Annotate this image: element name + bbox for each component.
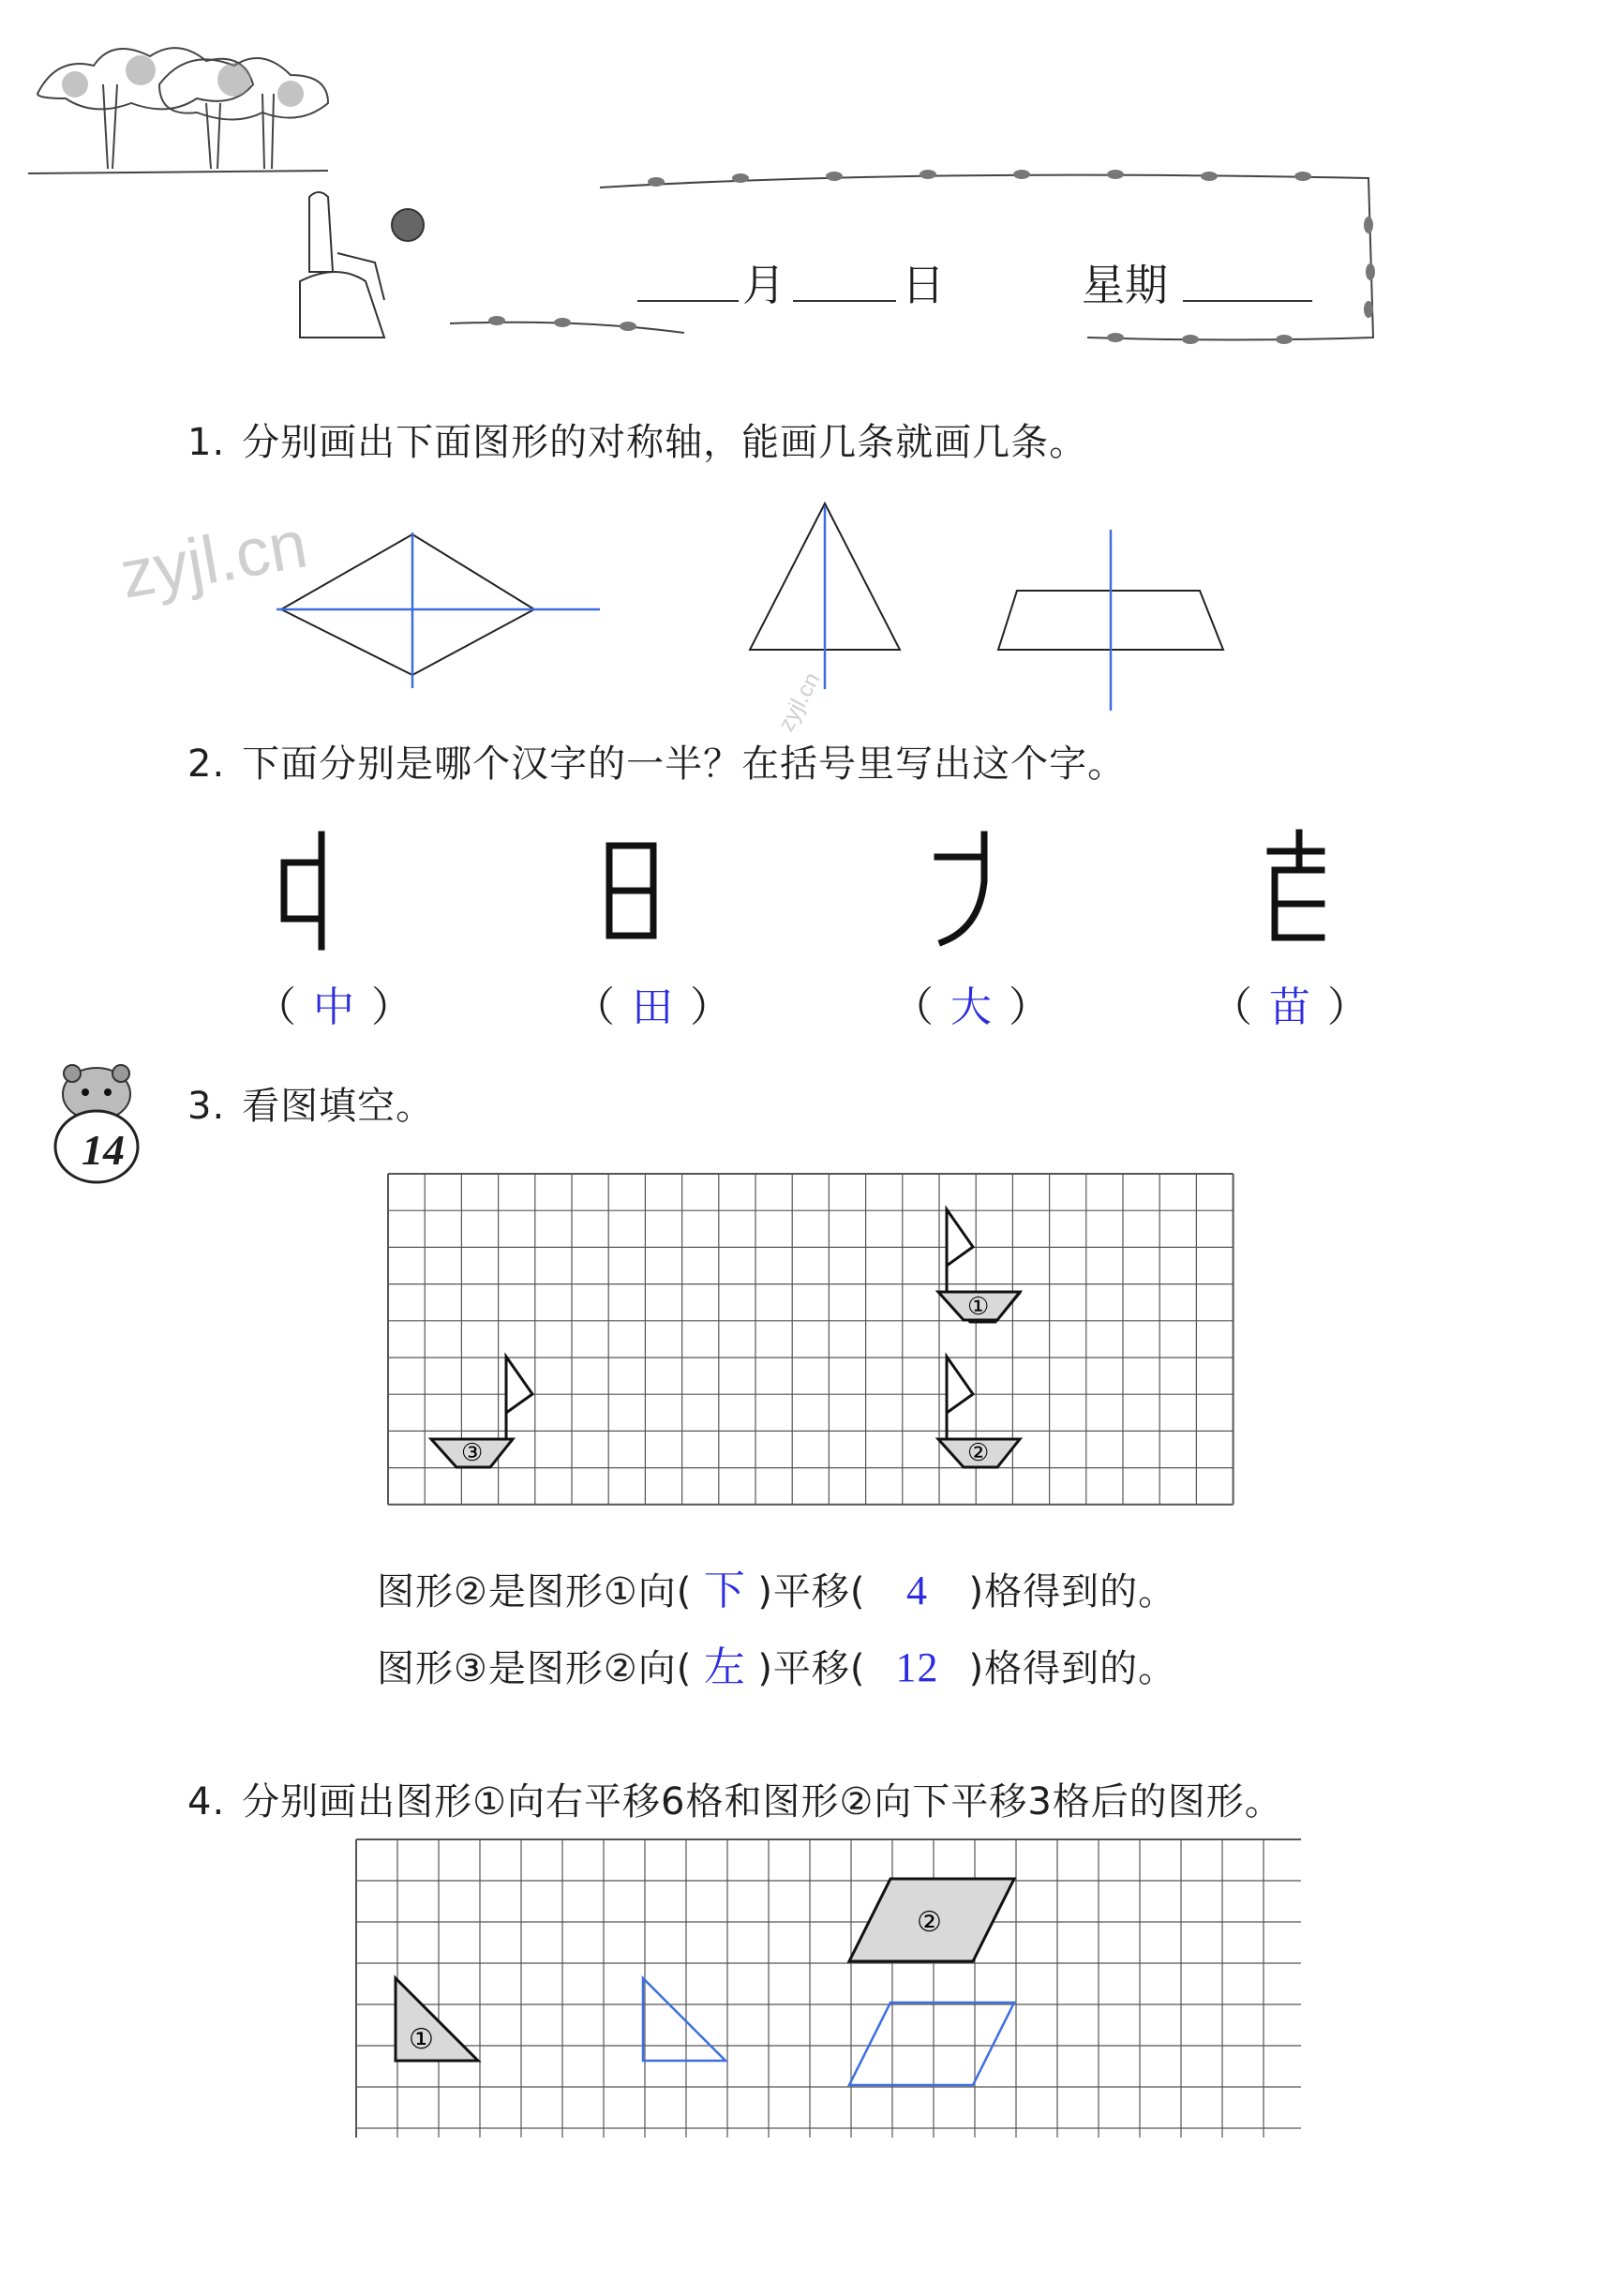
half-char-zhong-glyph bbox=[284, 834, 322, 947]
rhombus bbox=[281, 534, 534, 675]
q1-title bbox=[187, 413, 1087, 466]
q4-text: 分别画出图形①向右平移6格和图形②向下平移3格后的图形。 bbox=[242, 1780, 1283, 1823]
half-char-da-glyph bbox=[937, 834, 984, 942]
q2-answer-2-text: 田 bbox=[632, 983, 673, 1031]
q3-s1-direction[interactable]: 下 bbox=[703, 1568, 746, 1613]
weekday-blank[interactable] bbox=[1183, 300, 1312, 302]
q3-s2-distance[interactable]: 12 bbox=[895, 1644, 939, 1690]
q1-figures bbox=[262, 497, 1443, 722]
q3-title bbox=[187, 1076, 434, 1130]
q2-answer-1[interactable]: （ 中 ） bbox=[255, 973, 412, 1033]
q1-text: 分别画出下面图形的对称轴，能画几条就画几条。 bbox=[242, 421, 1088, 464]
q2-answer-4-text: 苗 bbox=[1269, 983, 1310, 1031]
q2-text: 下面分别是哪个汉字的一半？在括号里写出这个字。 bbox=[242, 743, 1127, 786]
shape-1-label: ① bbox=[409, 2024, 434, 2055]
q2-answer-3-text: 大 bbox=[950, 983, 992, 1031]
page-number: 14 bbox=[82, 1126, 125, 1174]
boat-1-label: ① bbox=[967, 1293, 990, 1320]
q3-s2-direction[interactable]: 左 bbox=[703, 1644, 746, 1690]
half-char-miao-glyph bbox=[1270, 833, 1322, 938]
q3-sentence-1: 图形②是图形①向( 下 )平移( 4 )格得到的。 bbox=[377, 1556, 1176, 1616]
q3-s1-distance[interactable]: 4 bbox=[906, 1568, 929, 1613]
q2-answer-1-text: 中 bbox=[313, 983, 354, 1031]
q4-number: 4. bbox=[187, 1780, 226, 1823]
boat-3-label: ③ bbox=[461, 1439, 484, 1466]
giraffe-reading-illustration bbox=[281, 178, 431, 347]
boat-2 bbox=[938, 1357, 1020, 1467]
q2-number: 2. bbox=[187, 743, 226, 786]
boat-1 bbox=[938, 1209, 1020, 1322]
watermark: zyjl.cn bbox=[114, 506, 313, 613]
q2-title bbox=[187, 734, 1126, 788]
q2-answer-3[interactable]: （ 大 ） bbox=[892, 973, 1050, 1033]
q2-half-characters bbox=[262, 825, 1387, 966]
trees-illustration bbox=[19, 28, 412, 188]
q4-grid bbox=[354, 1838, 1301, 2138]
boat-3 bbox=[431, 1357, 532, 1467]
q4-title bbox=[187, 1772, 1283, 1825]
month-label: 月 bbox=[742, 260, 785, 310]
shape-1-translated[interactable] bbox=[643, 1978, 725, 2061]
weekday-label: 星期 bbox=[1082, 260, 1168, 310]
q3-text: 看图填空。 bbox=[242, 1085, 435, 1128]
half-char-tian-glyph bbox=[609, 846, 653, 936]
q1-number: 1. bbox=[187, 421, 226, 464]
q2-answer-2[interactable]: （ 田 ） bbox=[574, 973, 731, 1033]
shape-2-label: ② bbox=[917, 1907, 942, 1938]
q2-answer-4[interactable]: （ 苗 ） bbox=[1211, 973, 1368, 1033]
shape-2-translated[interactable] bbox=[849, 2003, 1014, 2085]
day-label: 日 bbox=[902, 260, 945, 310]
q3-grid bbox=[386, 1172, 1249, 1519]
watermark-small: zyjl.cn bbox=[773, 668, 826, 736]
boat-2-label: ② bbox=[967, 1439, 990, 1466]
q3-number: 3. bbox=[187, 1085, 226, 1128]
q3-sentence-2: 图形③是图形②向( 左 )平移( 12 )格得到的。 bbox=[377, 1633, 1176, 1693]
day-blank[interactable] bbox=[793, 300, 896, 302]
month-blank[interactable] bbox=[637, 300, 739, 302]
